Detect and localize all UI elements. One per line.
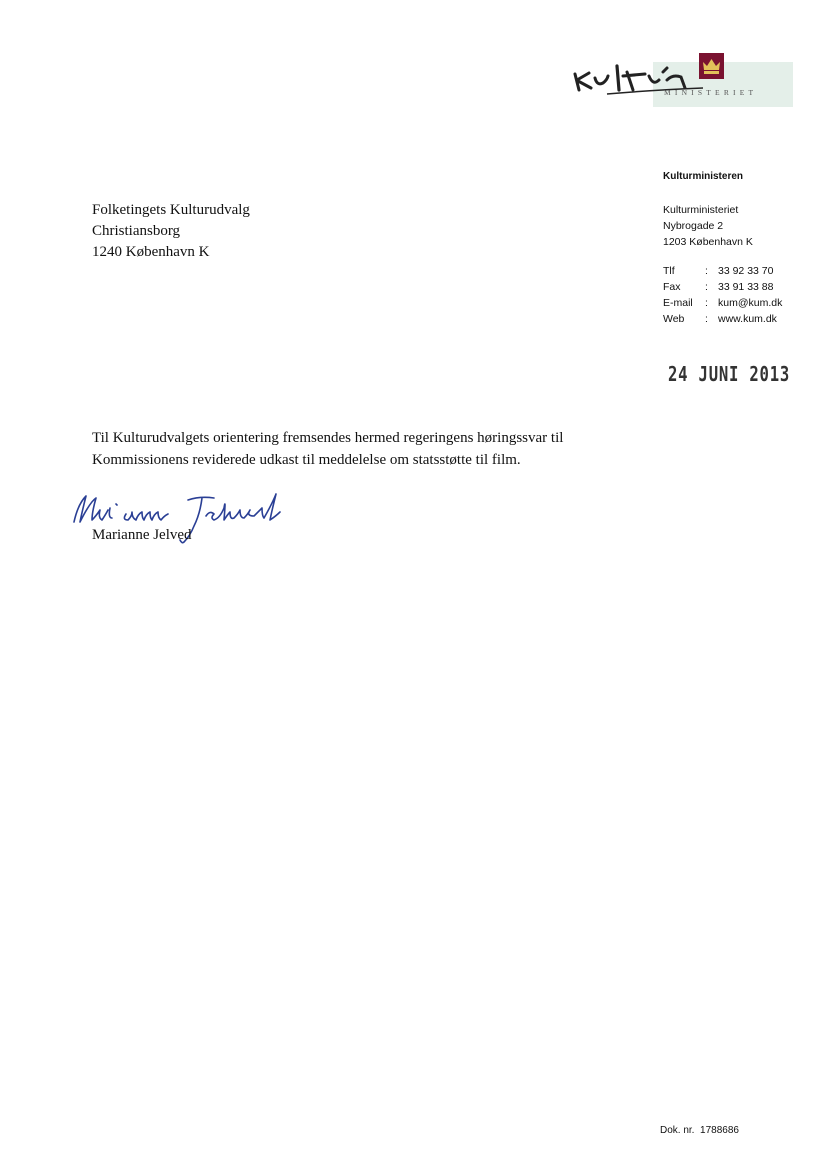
body-line: Til Kulturudvalgets orientering fremsendes hermed regeringens høringssvar til [92, 430, 564, 446]
letter-body [92, 427, 563, 471]
recipient-address [92, 200, 250, 263]
recipient-line: 1240 København K [92, 244, 210, 260]
ministry-logo [563, 50, 793, 108]
recipient-line: Christiansborg [92, 223, 181, 239]
contact-row-phone [663, 263, 782, 279]
contact-separator: : [705, 313, 708, 325]
date-stamp: 24 JUNI 2013 [668, 362, 791, 386]
contact-label: Tlf [663, 265, 675, 277]
contact-separator: : [705, 297, 708, 309]
signer-name: Marianne Jelved [92, 527, 192, 543]
sender-address-line: Kulturministeriet [663, 204, 739, 216]
contact-details [663, 263, 782, 327]
logo-subtitle: MINISTERIET [664, 88, 758, 97]
contact-value: 33 91 33 88 [718, 281, 774, 293]
sender-address [663, 202, 753, 250]
contact-value: 33 92 33 70 [718, 265, 774, 277]
contact-row-email [663, 295, 782, 311]
sender-address-line: 1203 København K [663, 236, 753, 248]
document-number [660, 1125, 739, 1136]
contact-label: E-mail [663, 297, 693, 309]
contact-value: www.kum.dk [718, 313, 777, 325]
sender-address-line: Nybrogade 2 [663, 220, 724, 232]
body-line: Kommissionens reviderede udkast til meddelelse om statsstøtte til film. [92, 452, 521, 468]
contact-row-fax [663, 279, 782, 295]
doc-no-label: Dok. nr. [660, 1125, 695, 1136]
doc-no-value: 1788686 [700, 1125, 739, 1136]
sender-title: Kulturministeren [663, 171, 744, 182]
recipient-line: Folketingets Kulturudvalg [92, 202, 250, 218]
contact-value: kum@kum.dk [718, 297, 783, 309]
contact-separator: : [705, 265, 708, 277]
crown-icon [699, 53, 724, 79]
contact-label: Web [663, 313, 685, 325]
contact-row-web [663, 311, 782, 327]
contact-separator: : [705, 281, 708, 293]
contact-label: Fax [663, 281, 681, 293]
